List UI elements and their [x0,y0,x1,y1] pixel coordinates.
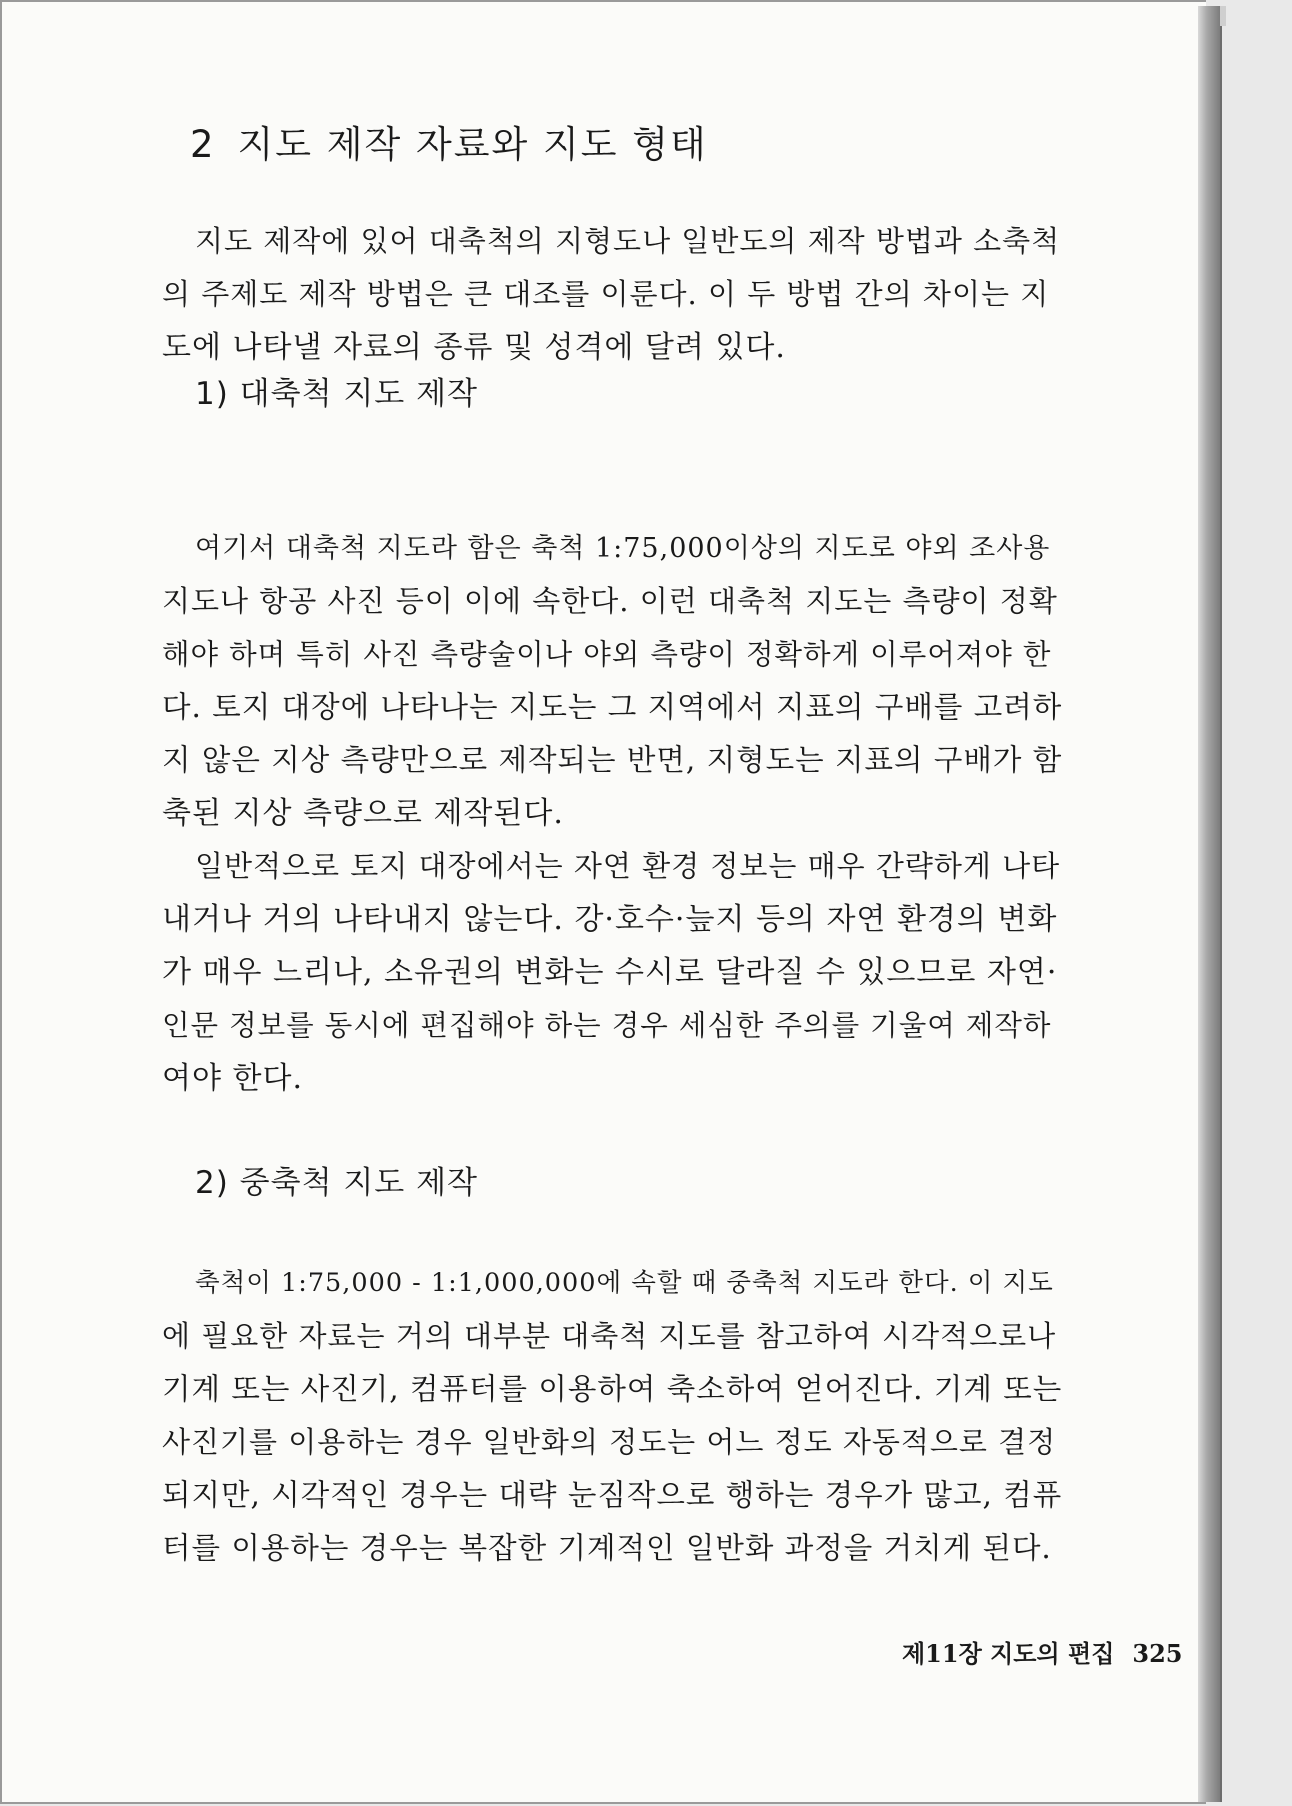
text-line: 기계 또는 사진기, 컴퓨터를 이용하여 축소하여 얻어진다. 기계 또는 [162,1372,1063,1406]
text-line: 여기서 대축척 지도라 함은 축척 1:75,000이상의 지도로 야외 조사용 [195,533,1051,564]
subsection-1-paragraph-1 [162,522,1062,840]
page-footer [902,1634,1183,1669]
section-number: 2 [190,123,216,166]
page-edge-shadow [1198,6,1222,1802]
text-line: 되지만, 시각적인 경우는 대략 눈짐작으로 행하는 경우가 많고, 컴퓨 [162,1478,1063,1512]
text-line: 일반적으로 토지 대장에서는 자연 환경 정보는 매우 간략하게 나타 [195,849,1061,883]
text-line: 다. 토지 대장에 나타나는 지도는 그 지역에서 지표의 구배를 고려하 [162,690,1063,724]
subsection-2-title: 2) 중축척 지도 제작 [195,1165,479,1201]
section-heading [190,114,708,168]
subsection-2-paragraph-1 [162,1257,1062,1575]
text-line: 가 매우 느리나, 소유권의 변화는 수시로 달라질 수 있으므로 자연· [162,955,1058,990]
text-line: 터를 이용하는 경우는 복잡한 기계적인 일반화 과정을 거치게 된다. [162,1531,1052,1565]
text-line: 내거나 거의 나타내지 않는다. 강·호수·늪지 등의 자연 환경의 변화 [162,902,1058,937]
text-line: 지 않은 지상 측량만으로 제작되는 반면, 지형도는 지표의 구배가 함 [162,743,1063,777]
page-number: 325 [1132,1639,1183,1668]
text-line: 사진기를 이용하는 경우 일반화의 정도는 어느 정도 자동적으로 결정 [162,1425,1057,1459]
text-line: 여야 한다. [162,1061,303,1096]
footer-chapter: 제11장 지도의 편집 [902,1639,1115,1668]
text-line: 의 주제도 제작 방법은 큰 대조를 이룬다. 이 두 방법 간의 차이는 지 [162,277,1050,311]
section-title: 지도 제작 자료와 지도 형태 [237,123,708,166]
text-line: 지도 제작에 있어 대축척의 지형도나 일반도의 제작 방법과 소축척 [195,224,1061,258]
text-line: 도에 나타낼 자료의 종류 및 성격에 달려 있다. [162,330,786,365]
subsection-1-paragraph-2 [162,840,1062,1105]
text-line: 축된 지상 측량으로 제작된다. [162,796,564,831]
intro-paragraph [162,215,1062,374]
text-line: 축척이 1:75,000 - 1:1,000,000에 속할 때 중축척 지도라 한다. 이 지도 [195,1268,1054,1298]
text-line: 지도나 항공 사진 등이 이에 속한다. 이런 대축척 지도는 측량이 정확 [162,584,1058,618]
text-line: 인문 정보를 동시에 편집해야 하는 경우 세심한 주의를 기울여 제작하 [162,1009,1052,1042]
text-line: 해야 하며 특히 사진 측량술이나 야외 측량이 정확하게 이루어져야 한 [162,638,1052,671]
text-line: 에 필요한 자료는 거의 대부분 대축척 지도를 참고하여 시각적으로나 [162,1319,1057,1353]
subsection-1-title: 1) 대축척 지도 제작 [195,376,479,412]
